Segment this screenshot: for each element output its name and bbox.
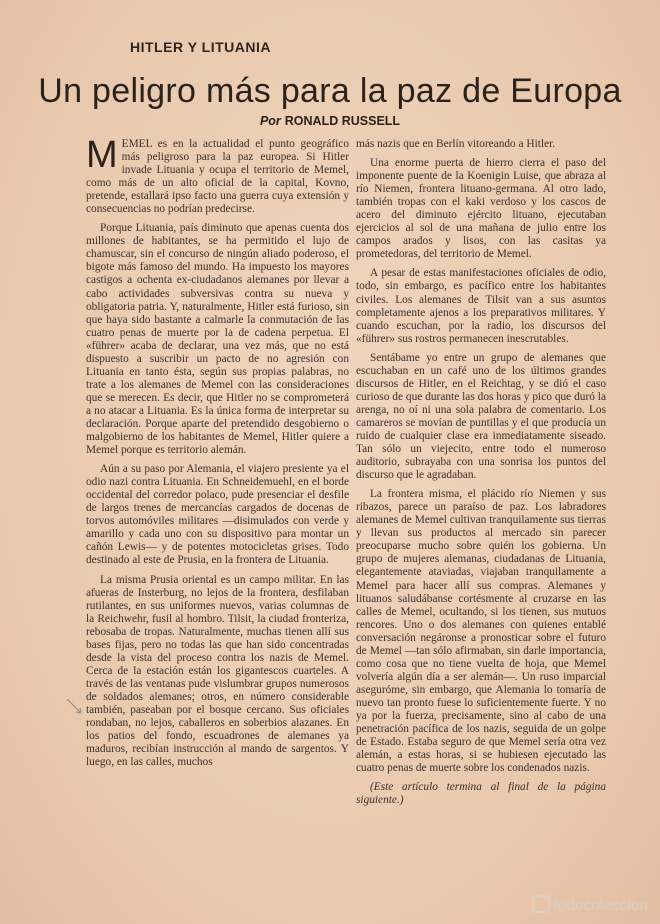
paragraph: La misma Prusia oriental es un campo militar. En las afueras de Insterburg, no lejos de la frontera, desfilaban rutilantes, en sus uniformes nuevos, varias columnas de la Reichwehr, fusil al hombro. Tilsit, la ciudad fronteriza, rebosaba de tropas. Naturalmente, muchas tienen allí sus bases fijas, pero no todas las que han sido concentradas desde la vista del proceso contra los nazis de Memel. Cerca de la estación están los gigantescos cuarteles. A través de las ventanas pude vislumbrar grupos numerosos de soldados alemanes; otros, en número considerable también, paseaban por el bosque cercano. Sus oficiales rondaban, no lejos, caballeros en soberbios alazanes. En los patios del fondo, escuadrones de alemanes ya maduros, recibían instrucción al mando de sargentos. Y luego, en las calles, muchos [86,573,349,769]
continuation-note: (Este artículo termina al final de la página siguiente.) [356,781,606,807]
left-column [86,134,349,769]
section-label: HITLER Y LITUANIA [130,39,271,55]
watermark [532,895,648,914]
watermark-logo-icon [532,895,550,913]
article-title: Un peligro más para la paz de Europa [38,72,622,110]
paragraph: La frontera misma, el plácido río Niemen y sus ribazos, parece un paraíso de paz. Los labradores alemanes de Memel cultivan tranquilamente sus tierras y llevan sus productos al mercado sin parecer preocuparse mucho sobre quién los gobierna. Un grupo de mujeres alemanas, ciudadanas de Lituania, elegantemente ataviadas, viajaban tranquilamente a Memel para hacer allí sus compras. Alemanes y lituanos saludábanse cortésmente al cruzarse en las calles de Memel, ocultando, si los tienen, sus mutuos rencores. Uno o dos alemanes con quienes entablé conversación negáronse a pronosticar sobre el futuro de Memel —tan sólo afirmaban, sin darle importancia, como cosa que no tiene vuelta de hoja, que Memel volvería algún día a ser alemán—. Un ruso imparcial aseguróme, sin embargo, que Alemania lo tomaría de nuevo tan pronto fuese lo suficientemente fuerte. Y no ya por la fuerza, precisamente, sino al cabo de una penetración pacífica de los nazis, seguida de un golpe de Estado. Estaba seguro de que Memel sería otra vez alemán, a estas horas, si se hubiesen ejecutado las cuatro penas de muerte sobre los condenados nazis. [356,488,606,775]
paragraph: Sentábame yo entre un grupo de alemanes que escuchaban en un café uno de los últimos grandes discursos de Hitler, en el Reichtag, y se dió el caso curioso de que durante las dos horas y pico que duró la arenga, no oí ni una sola palabra de comentario. Los camareros se movían de puntillas y el que producía un ruido de cualquier clase era inmediatamente siseado. Tan sólo un viejecito, entre todo el numeroso auditorio, subrayaba con una sonrisa los puntos del discurso que le agradaban. [356,351,606,482]
byline-prefix: Por [259,114,281,128]
right-column [356,138,606,807]
paragraph-text: EMEL es en la actualidad el punto geográfico más peligroso para la paz europea. Si Hitler invade Lituania y ocupa el territorio de Memel, como más de un alto oficial de la capital, Kovno, pretende, estallará ipso facto una guerra cuya extensión y consecuencias no podrían predecirse. [86,138,349,216]
paragraph: Aún a su paso por Alemania, el viajero presiente ya el odio nazi contra Lituania. En Schneidemuehl, en el borde occidental del corredor polaco, pude presenciar el desfile de largos trenes de mercancías cargados de docenas de torvos automóviles militares —disimulados con verde y amarillo y cada uno con su dispositivo para montar un cañón Lewis— y de potentes motocicletas grises. Todo destinado al este de Prusia, en la frontera de Lituania. [86,463,349,567]
pencil-mark-icon [64,695,86,717]
drop-cap: M [86,134,118,176]
paragraph: Una enorme puerta de hierro cierra el paso del imponente puente de la Koenigin Luise, que abraza al río Niemen, frontera lituano-germana. Al otro lado, también tropas con el kaki verdoso y los cascos de acero del diminuto ejército lituano, ejecutaban ejercicios al sol de una mañana de julio entre los campos arados y lisos, con las casitas ya prometedoras, del territorio de Memel. [356,157,606,261]
byline [0,114,660,128]
paragraph: más nazis que en Berlín vitoreando a Hitler. [356,138,556,150]
paragraph [86,134,349,216]
paragraph: Porque Lituania, país diminuto que apenas cuenta dos millones de habitantes, se ha permitido el lujo de chamuscar, sin el concurso de ningún aliado poderoso, el bigote más famoso del mundo. Ha impuesto los mayores castigos a ochenta ex-ciudadanos alemanes por llevar a cabo actividades subversivas contra su nueva y obligatoria patria. Y, naturalmente, Hitler está furioso, sin que haya sido bastante a calmarle la conmutación de las cuatro penas de muerte por la de cadena perpetua. El «führer» acaba de declarar, una vez más, que no está dispuesto a suscribir un pacto de no agresión con Lituania en tanto ésta, según sus propias palabras, no trate a los alemanes de Memel con las consideraciones que se merecen. Es decir, que Hitler no se comprometerá a no atacar a Lituania. Es la única forma de interpretar su declaración. Porque aparte del pretendido desgobierno o malgobierno de los habitantes de Memel, Hitler quiere a Memel porque es territorio alemán. [86,222,349,457]
watermark-text: todocoleccion [553,897,648,914]
paragraph: A pesar de estas manifestaciones oficiales de odio, todo, sin embargo, es pacífico entre los habitantes civiles. Los alemanes de Tilsit van a sus asuntos completamente ajenos a los preparativos militares. Y cuando escuchan, por la radio, los discursos del «führer» sus rostros permanecen inescrutables. [356,267,606,345]
byline-author: RONALD RUSSELL [284,114,401,128]
